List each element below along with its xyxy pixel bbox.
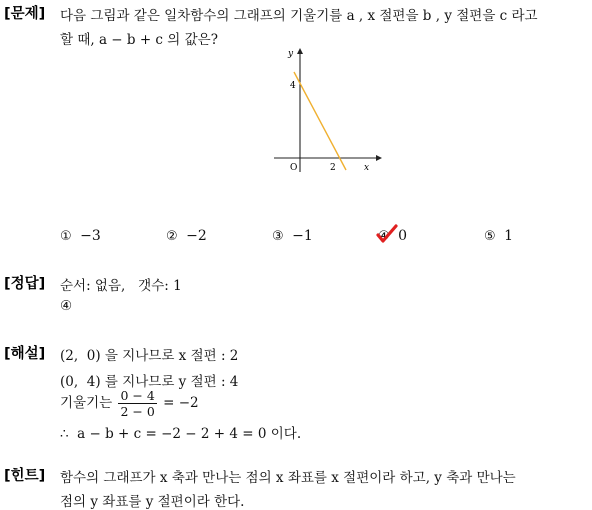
slope-prefix: 기울기는 xyxy=(60,395,113,411)
problem-line-2: 할 때, a − b + c 의 값은? xyxy=(60,32,218,48)
slope-fraction xyxy=(118,388,156,419)
choice-5[interactable] xyxy=(484,228,513,244)
slope-numerator: 0 − 4 xyxy=(120,388,155,403)
problem-line-1: 다음 그림과 같은 일차함수의 그래프의 기울기를 a , x 절편을 b , y 절편을 c 라고 xyxy=(60,8,538,24)
choice-value: −1 xyxy=(292,228,313,244)
problem-graph xyxy=(266,44,386,176)
origin-label: O xyxy=(290,163,298,173)
hint-tag: [힌트] xyxy=(4,468,46,484)
choice-number: ① xyxy=(60,229,72,244)
choice-number: ⑤ xyxy=(484,229,496,244)
solution-tag: [해설] xyxy=(4,346,46,362)
choice-value: −2 xyxy=(186,228,207,244)
y-tick-label: 4 xyxy=(290,81,296,91)
answer-line-1: 순서: 없음, 갯수: 1 xyxy=(60,278,182,294)
solution-line-1: (2, 0) 을 지나므로 x 절편 : 2 xyxy=(60,348,239,364)
hint-line-2: 점의 y 좌표를 y 절편이라 한다. xyxy=(60,494,245,510)
problem-tag: [문제] xyxy=(4,6,46,22)
answer-tag: [정답] xyxy=(4,276,46,292)
choice-4[interactable] xyxy=(378,228,407,244)
solution-slope-line xyxy=(60,388,199,419)
slope-denominator: 2 − 0 xyxy=(120,404,155,419)
solution-line-2: (0, 4) 를 지나므로 y 절편 : 4 xyxy=(60,374,239,390)
choice-value: 0 xyxy=(398,228,408,244)
graph-line xyxy=(294,72,346,170)
slope-result: = −2 xyxy=(163,395,199,411)
choice-value: 1 xyxy=(504,228,514,244)
choice-number: ④ xyxy=(378,229,390,244)
y-axis-label: y xyxy=(288,49,294,59)
choice-2[interactable] xyxy=(166,228,207,244)
checkmark-icon xyxy=(376,224,398,244)
hint-line-1: 함수의 그래프가 x 축과 만나는 점의 x 좌표를 x 절편이라 하고, y 축과 만나는 xyxy=(60,470,516,486)
choice-number: ② xyxy=(166,229,178,244)
choice-number: ③ xyxy=(272,229,284,244)
x-tick-label: 2 xyxy=(330,163,336,173)
choice-1[interactable] xyxy=(60,228,101,244)
choice-3[interactable] xyxy=(272,228,313,244)
y-axis-arrow xyxy=(297,48,303,54)
answer-line-2: ④ xyxy=(60,298,73,314)
x-axis-arrow xyxy=(376,155,382,161)
choice-value: −3 xyxy=(80,228,101,244)
solution-line-4: ∴ a − b + c = −2 − 2 + 4 = 0 이다. xyxy=(60,426,302,442)
x-axis-label: x xyxy=(364,163,370,173)
